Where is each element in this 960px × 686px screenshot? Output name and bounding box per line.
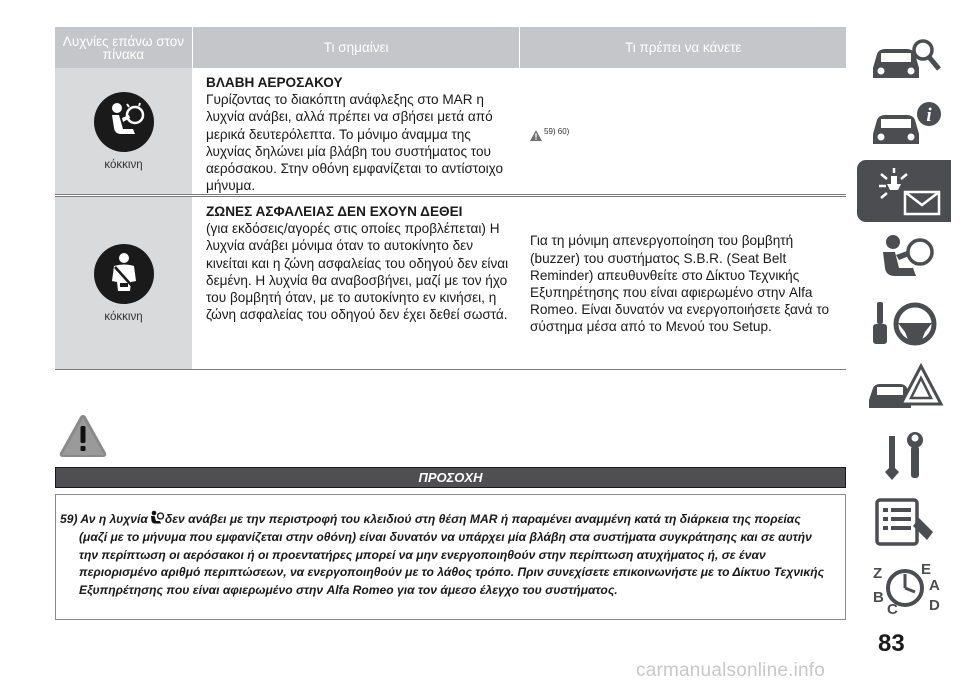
car-emergency-icon bbox=[865, 362, 945, 418]
table-header bbox=[55, 27, 846, 68]
tab-maintenance[interactable] bbox=[857, 424, 951, 486]
fault-title: ΖΩΝΕΣ ΑΣΦΑΛΕΙΑΣ ΔΕΝ ΕΧΟΥΝ ΔΕΘΕΙ bbox=[206, 204, 463, 219]
tab-starting-driving[interactable] bbox=[857, 292, 951, 354]
key-steering-wheel-icon bbox=[865, 296, 945, 352]
tab-safety[interactable] bbox=[857, 226, 951, 288]
fault-title: ΒΛΑΒΗ ΑΕΡΟΣΑΚΟΥ bbox=[206, 75, 343, 90]
tab-getting-to-know-car[interactable] bbox=[857, 28, 951, 90]
header-meaning: Τι σημαίνει bbox=[193, 27, 520, 68]
meaning-cell bbox=[192, 197, 520, 369]
specifications-list-icon bbox=[865, 494, 945, 550]
note-references bbox=[530, 123, 569, 140]
warning-light-message-icon bbox=[865, 164, 945, 220]
fault-description: (για εκδόσεις/αγορές στις οποίες προβλέπεται) Η λυχνία ανάβει μόνιμα όταν το αυτοκίνητο δεν κινείται και η ζώνη ασφαλείας του οδηγού δεν είναι δεμένη. Η λυχνία θα αναβοσβήνει, μαζί με τον ήχο του βομβητή όταν, με το αυτοκίνητο εν κινήσει, η ζώνη ασφαλείας του οδηγού δεν έχει δεθεί σωστά. bbox=[206, 221, 509, 323]
note-text-end: δεν ανάβει με την περιστροφή του κλειδιού στη θέση MAR ή παραμένει αναμμένη κατά τη διάρκεια της πορείας (μαζί με το μήνυμα που εμφανίζεται στην οθόνη) είναι δυνατόν να υπάρχει μία βλάβη στα συστήματα συγκράτησης και σε αυτήν την περίπτωση οι αερόσακοι ή οι προεντατήρες μπορεί να μην ενεργοποιηθούν στην περίπτωση ατυχήματος ή, σε έναν περιορισμένο αριθμό περιπτώσεων, να ενεργοποιηθούν με το λάθος τρόπο. Πριν συνεχίσετε επικοινωνήστε με το Δίκτυο Τεχνικής Εξυπηρέτησης που είναι αφιερωμένο στην Alfa Romeo για τον άμεσο έλεγχο του συστήματος. bbox=[79, 512, 825, 598]
caution-heading: ΠΡΟΣΟΧΗ bbox=[55, 467, 846, 488]
meaning-cell bbox=[192, 68, 520, 194]
note-text-start: Αν η λυχνία bbox=[80, 512, 148, 526]
tab-emergency[interactable] bbox=[857, 358, 951, 420]
svg-text:E: E bbox=[921, 561, 932, 578]
action-cell bbox=[520, 197, 846, 369]
airbag-warning-icon bbox=[148, 510, 165, 526]
airbag-passenger-icon bbox=[865, 230, 945, 286]
tab-technical-data[interactable] bbox=[857, 490, 951, 552]
car-search-icon bbox=[865, 32, 945, 88]
airbag-warning-icon bbox=[93, 91, 155, 153]
tab-index[interactable] bbox=[857, 556, 951, 618]
tab-instrument-panel[interactable] bbox=[857, 94, 951, 156]
table-row-seat-belt bbox=[55, 196, 846, 370]
header-lamps: Λυχνίες επάνω στον πίνακα bbox=[55, 27, 192, 68]
svg-text:C: C bbox=[887, 601, 898, 616]
page-number: 83 bbox=[878, 630, 905, 657]
action-cell bbox=[520, 68, 846, 194]
car-info-icon bbox=[865, 98, 945, 154]
lamp-color-label: κόκκινη bbox=[104, 159, 143, 171]
index-letters-icon bbox=[865, 560, 945, 616]
note-number: 59) bbox=[60, 512, 78, 526]
warning-lights-table bbox=[55, 27, 846, 370]
table-row-airbag bbox=[55, 68, 846, 195]
lamp-color-label: κόκκινη bbox=[104, 311, 143, 323]
svg-text:B: B bbox=[873, 589, 884, 606]
tab-warning-lights[interactable] bbox=[857, 160, 951, 222]
warning-triangle-icon bbox=[58, 413, 108, 459]
wrench-tools-icon bbox=[865, 428, 945, 484]
svg-text:Z: Z bbox=[873, 565, 883, 582]
watermark: carmanualsonline.info bbox=[636, 660, 826, 681]
svg-text:D: D bbox=[929, 597, 940, 614]
svg-text:A: A bbox=[929, 577, 940, 594]
lamp-cell bbox=[55, 68, 192, 194]
action-text: Για τη μόνιμη απενεργοποίηση του βομβητή (buzzer) του συστήματος S.B.R. (Seat Belt Reminder) απευθυνθείτε στο Δίκτυο Τεχνικής Εξυπηρέτησης που είναι αφιερωμένο στην Alfa Romeo. Είναι δυνατόν να ενεργοποιήσετε ξανά το σύστημα μέσα από το Μενού του Setup. bbox=[530, 233, 830, 335]
caution-note bbox=[60, 510, 825, 600]
caution-note-box bbox=[55, 494, 846, 620]
chapter-tabs bbox=[857, 28, 951, 622]
note-reference-text[interactable]: 59) 60) bbox=[544, 127, 570, 137]
header-action: Τι πρέπει να κάνετε bbox=[520, 27, 846, 68]
fault-description: Γυρίζοντας το διακόπτη ανάφλεξης στο MAR η λυχνία ανάβει, αλλά πρέπει να σβήσει μετά από μερικά δευτερόλεπτα. Το μόνιμο άναμμα της λυχνίας δηλώνει μία βλάβη του συστήματος του αερόσακου. Στην οθόνη εμφανίζεται το αντίστοιχο μήνυμα. bbox=[206, 92, 504, 194]
svg-text:i: i bbox=[926, 105, 932, 126]
seat-belt-warning-icon bbox=[93, 243, 155, 305]
lamp-cell bbox=[55, 197, 192, 369]
warning-triangle-icon bbox=[530, 130, 542, 141]
